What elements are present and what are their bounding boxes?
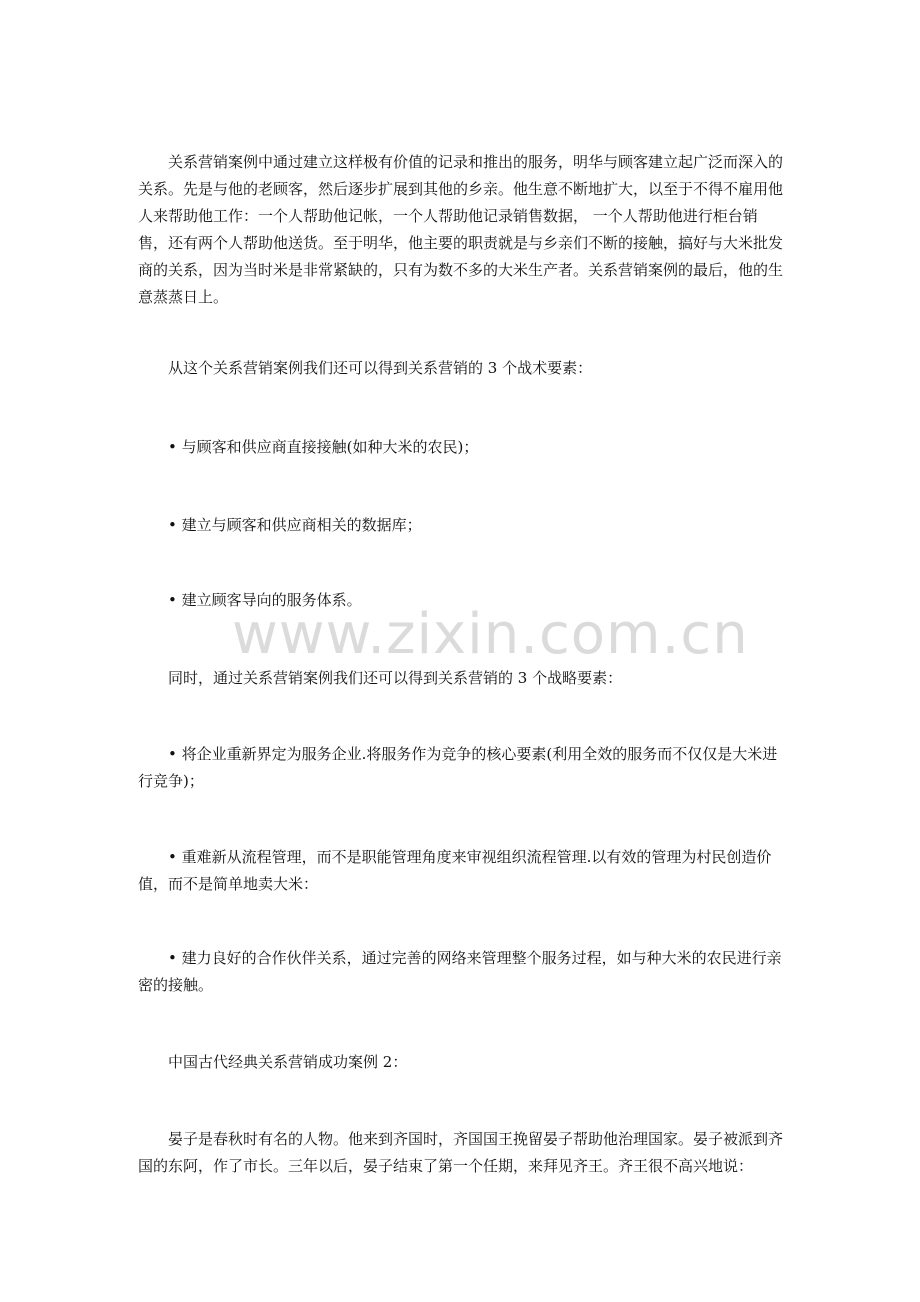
paragraph-case-2-heading: 中国古代经典关系营销成功案例 2： bbox=[138, 1053, 408, 1071]
bullet-tactical-3: • 建立顾客导向的服务体系。 bbox=[138, 591, 362, 609]
bullet-strategic-2: • 重难新从流程管理，而不是职能管理角度来审视组织流程管理.以有效的管理为村民创造价值，而不是简单地卖大米： bbox=[138, 848, 772, 893]
watermark-text: www.zixin.com.cn bbox=[232, 602, 749, 667]
bullet-tactical-2: • 建立与顾客和供应商相关的数据库； bbox=[138, 516, 422, 534]
paragraph-case-summary: 关系营销案例中通过建立这样极有价值的记录和推出的服务，明华与顾客建立起广泛而深入的关系。先是与他的老顾客，然后逐步扩展到其他的乡亲。他生意不断地扩大，以至于不得不雇用他人来帮助他工作：一个人帮助他记帐，一个人帮助他记录销售数据， 一个人帮助他进行柜台销售，还有两个人帮助他送货。至于明华，他主要的职责就是与乡亲们不断的接触，搞好与大米批发商的关系，因为当时米是非常紧缺的，只有为数不多的大米生产者。关系营销案例的最后，他的生意蒸蒸日上。 bbox=[138, 153, 784, 306]
paragraph-case-2-body: 晏子是春秋时有名的人物。他来到齐国时，齐国国王挽留晏子帮助他治理国家。晏子被派到齐国的东阿，作了市长。三年以后，晏子结束了第一个任期，来拜见齐王。齐王很不高兴地说： bbox=[138, 1130, 784, 1175]
bullet-tactical-1: • 与顾客和供应商直接接触(如种大米的农民)； bbox=[138, 438, 479, 456]
paragraph-strategic-intro: 同时，通过关系营销案例我们还可以得到关系营销的 3 个战略要素： bbox=[138, 669, 623, 687]
bullet-strategic-1: • 将企业重新界定为服务企业.将服务作为竞争的核心要素(利用全效的服务而不仅仅是大米进行竞争)； bbox=[138, 745, 778, 790]
bullet-strategic-3: • 建力良好的合作伙伴关系，通过完善的网络来管理整个服务过程，如与种大米的农民进行亲密的接触。 bbox=[138, 949, 782, 994]
paragraph-tactical-intro: 从这个关系营销案例我们还可以得到关系营销的 3 个战术要素： bbox=[138, 359, 593, 377]
